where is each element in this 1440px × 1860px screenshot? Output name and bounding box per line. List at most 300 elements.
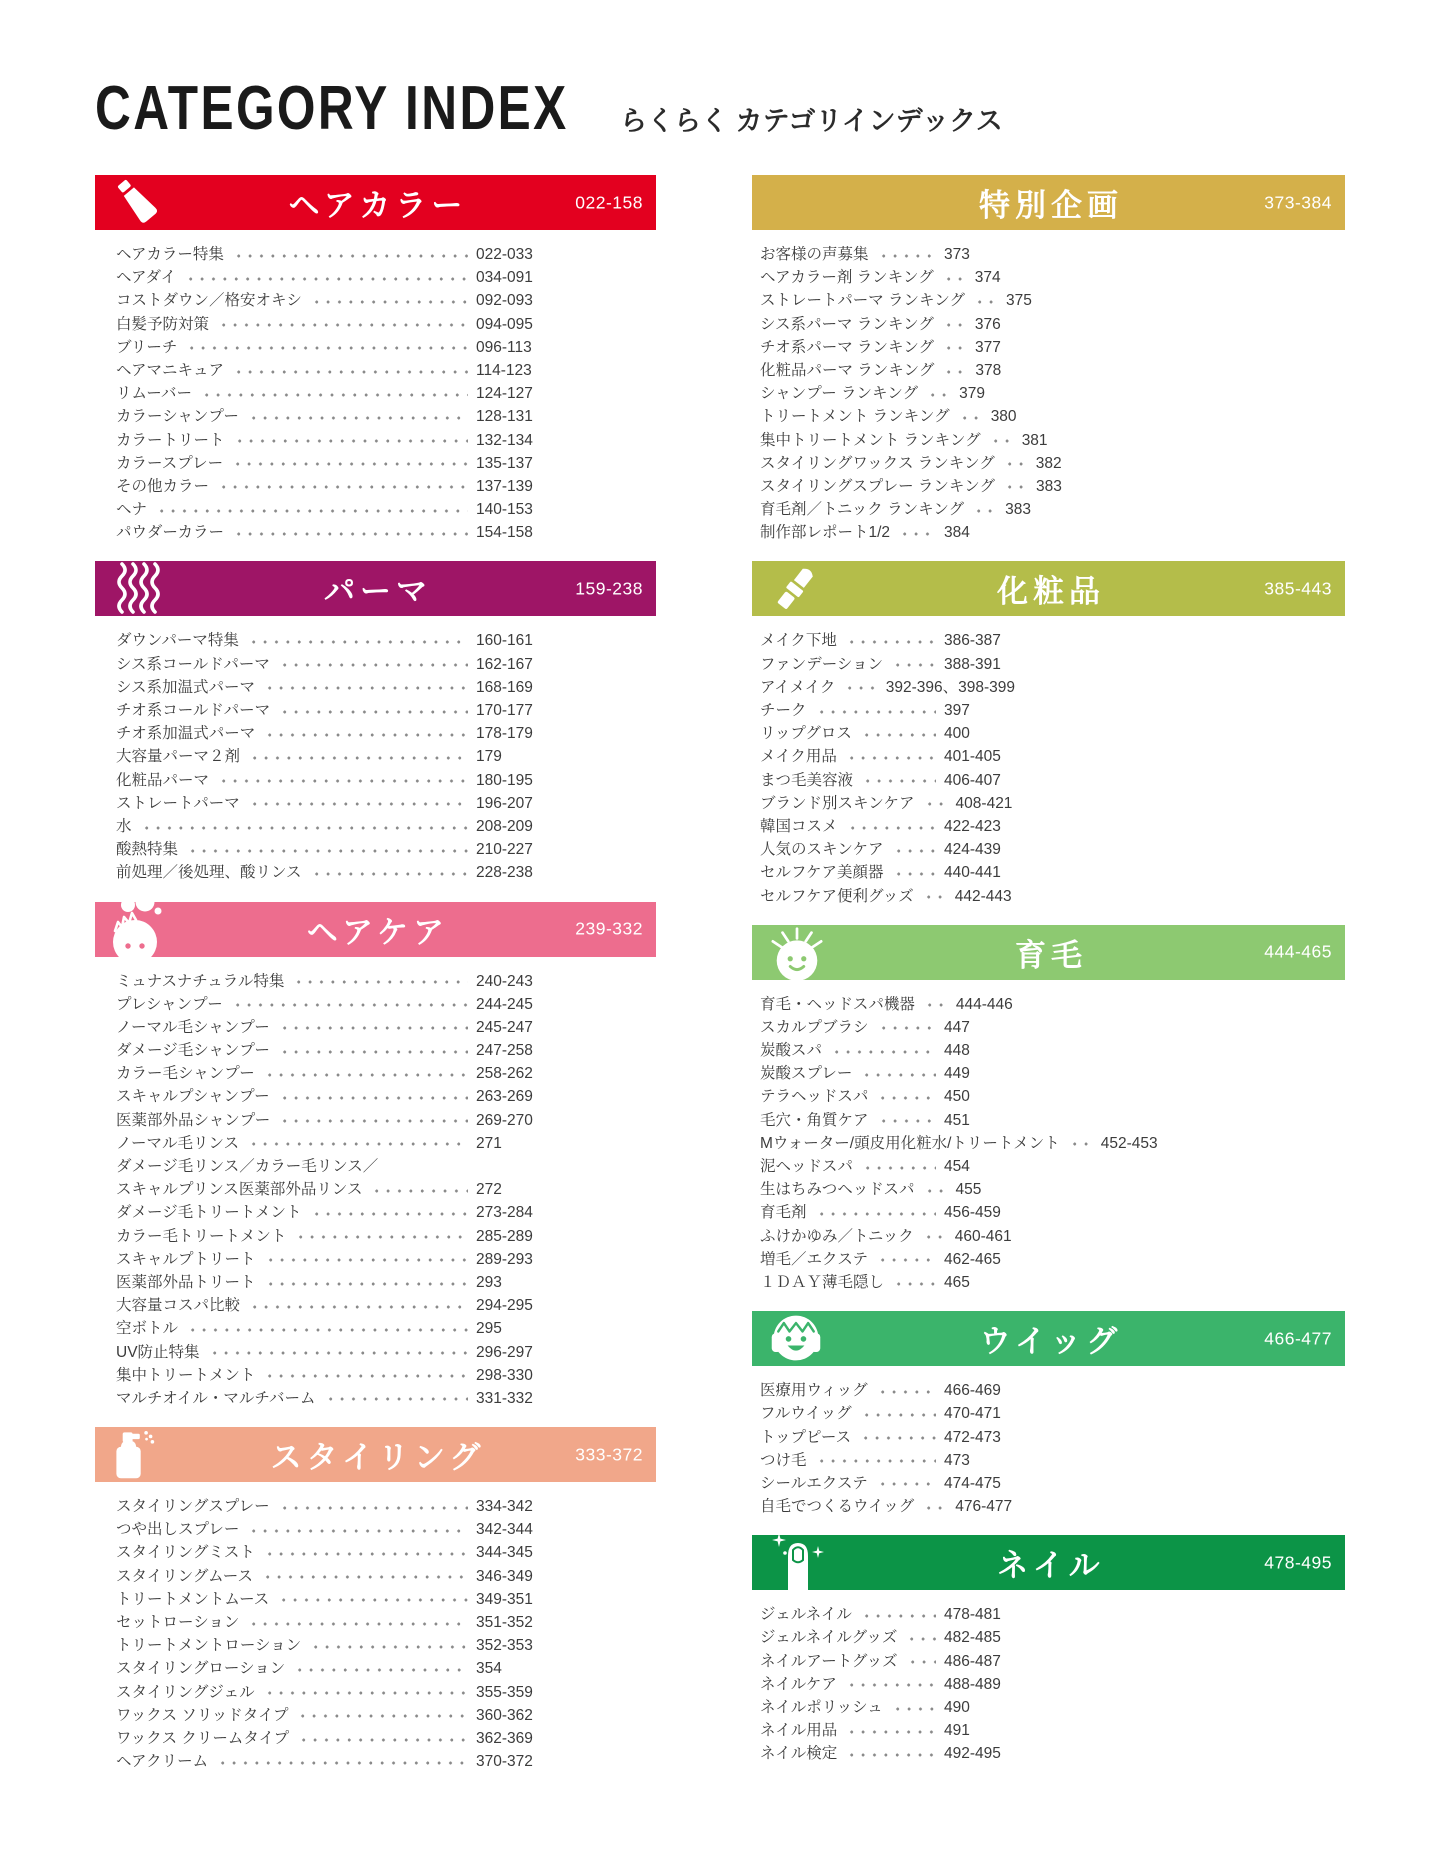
entry-label: パウダーカラー (116, 524, 225, 542)
dot-leader (875, 1390, 936, 1394)
entry-label: シス系パーマ ランキング (760, 315, 934, 333)
index-entry (760, 475, 1062, 498)
entry-pages: 331-332 (476, 1389, 533, 1407)
index-entry (116, 313, 547, 336)
index-entry (116, 1155, 547, 1178)
entry-pages: 296-297 (476, 1343, 533, 1361)
entry-pages: 476-477 (955, 1498, 1013, 1516)
entry-label: トリートメント ランキング (760, 408, 950, 426)
entry-label: つや出しスプレー (116, 1521, 240, 1539)
entry-pages: 406-407 (944, 771, 1001, 789)
entry-pages: 128-131 (476, 408, 533, 426)
dot-leader (859, 1614, 936, 1618)
index-entry (116, 1750, 547, 1773)
index-entry (760, 653, 1015, 676)
dot-leader (215, 1761, 468, 1765)
category-page-range: 373-384 (1264, 192, 1332, 212)
entry-pages: 488-489 (944, 1675, 1001, 1693)
entry-pages: 388-391 (944, 655, 1001, 673)
entry-pages: 383 (1035, 477, 1062, 495)
category-title: スタイリング (270, 1440, 486, 1476)
index-entry (116, 1565, 547, 1588)
category-section (95, 561, 656, 884)
dot-leader (890, 663, 936, 667)
entry-label: ノーマル毛シャンプー (116, 1018, 270, 1036)
page-title: CATEGORY INDEX (95, 74, 569, 143)
index-entry (116, 1317, 547, 1340)
entry-pages: 447 (944, 1018, 970, 1036)
entry-pages: 140-153 (476, 501, 533, 519)
entry-label: ストレートパーマ ランキング (760, 292, 966, 310)
entry-label: 前処理／後処理、酸リンス (116, 864, 302, 882)
dot-leader (941, 277, 967, 281)
index-entry (116, 792, 547, 815)
entry-pages: 135-137 (476, 454, 533, 472)
dot-leader (941, 370, 967, 374)
entry-label: シス系加温式パーマ (116, 678, 256, 696)
index-entry (760, 861, 1015, 884)
entry-pages: 180-195 (476, 771, 533, 789)
dot-leader (1002, 462, 1028, 466)
index-entry (116, 993, 547, 1016)
entry-pages: 397 (944, 702, 970, 719)
entry-pages: 271 (476, 1134, 502, 1152)
entry-pages: 346-349 (476, 1567, 533, 1585)
entry-pages: 422-423 (944, 817, 1001, 835)
entry-pages: 462-465 (944, 1250, 1001, 1268)
dot-leader (292, 1668, 468, 1672)
index-entry (116, 1588, 547, 1611)
entry-label: チオ系パーマ ランキング (760, 338, 935, 356)
entry-pages: 424-439 (944, 841, 1001, 859)
index-entry (116, 1518, 547, 1541)
entry-pages: 451 (944, 1111, 970, 1129)
index-entry (116, 653, 547, 676)
dot-leader (890, 1707, 936, 1711)
index-entry (760, 722, 1015, 745)
index-entry (760, 382, 1015, 405)
entry-label: UV防止特集 (116, 1343, 200, 1361)
index-entry (116, 861, 547, 884)
entry-label: シャンプー ランキング (760, 385, 919, 403)
dot-leader (216, 485, 468, 489)
entry-label: ワックス ソリッドタイプ (116, 1706, 289, 1724)
dot-leader (247, 1305, 468, 1309)
entry-pages: 289-293 (476, 1250, 533, 1268)
entry-pages: 440-441 (944, 864, 1001, 882)
category-page-range: 466-477 (1264, 1328, 1332, 1349)
entry-label: 生はちみつヘッドスパ (760, 1181, 915, 1199)
dot-leader (277, 710, 468, 714)
category-item-list (760, 1379, 1015, 1518)
index-entry (760, 1062, 1015, 1085)
entry-pages: 022-033 (476, 246, 533, 263)
entry-pages: 196-207 (476, 794, 533, 812)
dot-leader (891, 849, 936, 853)
dot-leader (897, 532, 936, 536)
entry-label: ミュナスナチュラル特集 (116, 972, 285, 990)
entry-pages: 379 (959, 385, 985, 403)
category-item-list (116, 243, 547, 544)
category-header-bar (752, 175, 1345, 230)
entry-label: セルフケア美顔器 (760, 864, 884, 882)
entry-pages: 263-269 (476, 1088, 533, 1106)
entry-label: その他カラー (116, 477, 210, 495)
dot-leader (921, 1506, 947, 1510)
entry-pages: 486-487 (944, 1652, 1001, 1670)
dot-leader (262, 686, 468, 690)
category-header-bar (95, 175, 656, 230)
entry-pages: 456-459 (944, 1204, 1001, 1222)
entry-label: シス系コールドパーマ (116, 655, 270, 673)
index-entry (760, 745, 1015, 768)
entry-pages: 298-330 (476, 1366, 533, 1384)
entry-label: トリートメントローション (116, 1637, 302, 1655)
entry-label: リップグロス (760, 725, 852, 743)
entry-pages: 470-471 (944, 1405, 1001, 1423)
dot-leader (875, 1258, 936, 1262)
category-title: 育毛 (1015, 937, 1087, 973)
entry-label: ヘアマニキュア (116, 361, 225, 379)
dot-leader (184, 346, 468, 350)
entry-pages: 334-342 (476, 1498, 533, 1516)
entry-pages: 408-421 (955, 794, 1013, 812)
index-entry (760, 699, 1015, 722)
dot-leader (260, 1575, 468, 1579)
dot-leader (859, 733, 936, 737)
dot-leader (185, 849, 468, 853)
entry-label: つけ毛 (760, 1451, 807, 1469)
dot-leader (904, 1637, 936, 1641)
dot-leader (262, 1691, 468, 1695)
dot-leader (199, 393, 468, 397)
dot-leader (921, 895, 947, 899)
entry-label: コストダウン／格安オキシ (116, 292, 302, 310)
dot-leader (295, 1714, 468, 1718)
entry-label: カラー毛トリートメント (116, 1227, 287, 1245)
category-header-bar (95, 902, 656, 957)
entry-pages: 293 (476, 1273, 502, 1291)
index-entry (116, 1704, 547, 1727)
index-entry (760, 1132, 1158, 1155)
entry-label: ヘアダイ (116, 269, 177, 287)
index-entry (760, 1472, 1015, 1495)
index-entry (760, 1650, 1015, 1673)
category-item-list (760, 1603, 1015, 1765)
dot-leader (262, 1073, 468, 1077)
entry-label: スタイリングムース (116, 1567, 254, 1585)
entry-pages: 247-258 (476, 1042, 533, 1060)
entry-pages: 096-113 (476, 338, 532, 356)
index-entry (760, 1742, 1015, 1765)
dot-leader (246, 640, 468, 644)
dot-leader (277, 1096, 468, 1100)
dot-leader (246, 416, 468, 420)
entry-pages: 455 (955, 1181, 982, 1199)
index-entry (760, 1271, 1015, 1294)
entry-label: 大容量コスパ比較 (116, 1297, 241, 1315)
dot-leader (262, 733, 468, 737)
entry-pages: 162-167 (476, 655, 533, 673)
dot-leader (891, 872, 936, 876)
entry-pages: 452-453 (1100, 1134, 1158, 1152)
index-entry (116, 970, 547, 993)
dot-leader (860, 779, 936, 783)
dot-leader (247, 756, 468, 760)
entry-label: ファンデーション (760, 655, 884, 673)
dot-leader (941, 323, 967, 327)
entry-label: チオ系コールドパーマ (116, 702, 271, 719)
entry-label: ネイルケア (760, 1675, 837, 1693)
entry-pages: 132-134 (476, 431, 533, 449)
entry-label: ワックス クリームタイプ (116, 1729, 290, 1747)
dot-leader (875, 1096, 936, 1100)
entry-pages: 374 (974, 269, 1001, 287)
entry-label: スキャルプトリート (116, 1250, 256, 1268)
entry-label: プレシャンプー (116, 995, 223, 1013)
entry-label: 炭酸スプレー (760, 1065, 853, 1083)
index-entry (760, 993, 1015, 1016)
index-entry (116, 1132, 547, 1155)
index-entry (116, 1341, 547, 1364)
entry-label: 自毛でつくるウイッグ (760, 1498, 915, 1516)
entry-pages: 360-362 (476, 1706, 533, 1724)
index-entry (760, 1178, 1015, 1201)
index-entry (116, 1085, 547, 1108)
index-entry (760, 1719, 1015, 1742)
entry-label: お客様の声募集 (760, 246, 869, 263)
dot-leader (842, 686, 877, 690)
category-page-range: 385-443 (1264, 578, 1332, 599)
entry-label: スタイリングミスト (116, 1544, 255, 1562)
dot-leader (230, 1003, 468, 1007)
entry-pages: 349-351 (476, 1590, 533, 1608)
category-title: パーマ (324, 574, 432, 610)
entry-label: スタイリングワックス ランキング (760, 454, 995, 472)
entry-label: フルウイッグ (760, 1405, 852, 1423)
index-entry (760, 629, 1015, 652)
entry-label: ダメージ毛トリートメント (116, 1204, 302, 1222)
index-entry (760, 359, 1015, 382)
entry-pages: 449 (944, 1065, 970, 1083)
category-header-bar (752, 925, 1345, 980)
entry-label: 炭酸スパ (760, 1042, 823, 1060)
dot-leader (814, 710, 936, 714)
entry-pages: 491 (944, 1722, 970, 1740)
entry-label: 化粧品パーマ (116, 771, 210, 789)
index-entry (760, 1016, 1015, 1039)
category-page-range: 333-372 (575, 1444, 643, 1465)
entry-pages: 400 (944, 725, 970, 743)
entry-label: トップピース (760, 1428, 852, 1446)
dot-leader (369, 1189, 468, 1193)
entry-label: メイク用品 (760, 748, 837, 766)
index-entry (116, 1016, 547, 1039)
dot-leader (1002, 485, 1028, 489)
dot-leader (844, 1753, 936, 1757)
entry-label: ふけかゆみ／トニック (760, 1227, 914, 1245)
entry-label: 人気のスキンケア (760, 841, 884, 859)
category-page-range: 022-158 (575, 192, 643, 212)
index-entry (760, 313, 1015, 336)
dot-leader (921, 1235, 947, 1239)
dot-leader (905, 1660, 936, 1664)
dot-leader (844, 1683, 936, 1687)
dot-leader (207, 1351, 468, 1355)
category-section (95, 902, 656, 1411)
entry-pages: 392-396、398-399 (885, 678, 1015, 696)
entry-pages: 355-359 (476, 1683, 533, 1701)
entry-pages: 382 (1035, 454, 1062, 472)
entry-pages: 377 (975, 338, 1001, 356)
category-page-range: 159-238 (575, 578, 643, 599)
entry-pages: 373 (944, 246, 970, 263)
entry-pages: 482-485 (944, 1629, 1001, 1647)
index-entry (116, 629, 547, 652)
dot-leader (941, 346, 967, 350)
index-entry (116, 1271, 547, 1294)
index-entry (116, 382, 547, 405)
dot-leader (957, 416, 983, 420)
entry-label: ヘナ (116, 501, 148, 519)
entry-label: ヘアクリーム (116, 1753, 209, 1771)
entry-label: ヘアカラー剤 ランキング (760, 269, 934, 287)
entry-pages: 362-369 (476, 1729, 533, 1747)
index-entry (116, 452, 547, 475)
entry-label: 化粧品パーマ ランキング (760, 361, 935, 379)
category-section (752, 1311, 1345, 1518)
index-entry (116, 1541, 547, 1564)
entry-pages: 351-352 (476, 1614, 533, 1631)
index-entry (760, 289, 1032, 312)
entry-label: 育毛剤 (760, 1204, 807, 1222)
dot-leader (859, 1413, 936, 1417)
entry-pages: 466-469 (944, 1382, 1001, 1400)
dot-leader (922, 1003, 948, 1007)
dot-leader (276, 1598, 468, 1602)
dot-leader (262, 1374, 468, 1378)
category-section (752, 925, 1345, 1294)
entry-pages: 092-093 (476, 292, 533, 310)
page-subtitle: らくらく カテゴリインデックス (620, 106, 1003, 136)
entry-pages: 160-161 (476, 632, 533, 650)
index-entry (760, 815, 1015, 838)
entry-label: スタイリングジェル (116, 1683, 255, 1701)
index-entry (116, 745, 547, 768)
index-entry (760, 429, 1048, 452)
index-entry (760, 243, 1015, 266)
entry-label: 育毛剤／トニック ランキング (760, 501, 965, 519)
dot-leader (277, 1119, 468, 1123)
index-entry (116, 1248, 547, 1271)
entry-label: スカルプブラシ (760, 1018, 869, 1036)
entry-pages: 240-243 (476, 972, 533, 990)
dot-leader (1067, 1142, 1093, 1146)
entry-label: 医薬部外品トリート (116, 1273, 256, 1291)
category-header-bar (752, 1535, 1345, 1590)
entry-pages: 473 (944, 1451, 970, 1469)
category-header-bar (95, 1427, 656, 1482)
index-entry (760, 1085, 1015, 1108)
entry-label: ダメージ毛リンス／カラー毛リンス／ (116, 1158, 379, 1175)
entry-label: ネイル検定 (760, 1745, 838, 1763)
entry-label: ヘアカラー特集 (116, 246, 224, 263)
category-item-list (116, 629, 547, 884)
index-entry (116, 1225, 547, 1248)
entry-pages: 170-177 (476, 702, 533, 719)
entry-pages: 168-169 (476, 678, 533, 696)
category-title: ヘアケア (306, 914, 450, 950)
entry-label: 増毛／エクステ (760, 1250, 869, 1268)
index-entry (116, 1727, 547, 1750)
entry-pages: 124-127 (476, 385, 533, 403)
index-entry (116, 1039, 547, 1062)
dot-leader (263, 1258, 468, 1262)
index-entry (116, 699, 547, 722)
entry-label: ネイルアートグッズ (760, 1652, 898, 1670)
index-column-left (95, 175, 656, 1790)
entry-pages: 344-345 (476, 1544, 533, 1562)
index-entry (760, 498, 1031, 521)
entry-pages: 442-443 (954, 887, 1012, 905)
entry-label: スキャルプリンス医薬部外品リンス (116, 1181, 363, 1199)
dot-leader (277, 663, 468, 667)
entry-label: カラー毛シャンプー (116, 1065, 255, 1083)
entry-label: スタイリングスプレー ランキング (760, 477, 995, 495)
dot-leader (922, 1189, 948, 1193)
index-entry (760, 266, 1015, 289)
index-entry (760, 1248, 1015, 1271)
dot-leader (859, 1073, 936, 1077)
dot-leader (139, 826, 468, 830)
entry-label: ストレートパーマ (116, 794, 240, 812)
entry-label: チーク (760, 702, 807, 719)
entry-label: まつ毛美容液 (760, 771, 854, 789)
entry-pages: 381 (1021, 431, 1048, 449)
dot-leader (291, 980, 468, 984)
dot-leader (844, 756, 936, 760)
entry-pages: 376 (974, 315, 1001, 333)
dot-leader (925, 393, 951, 397)
category-section (752, 561, 1345, 907)
index-entry (116, 405, 547, 428)
entry-label: 医薬部外品シャンプー (116, 1111, 271, 1129)
index-entry (116, 1681, 547, 1704)
index-entry (760, 1379, 1015, 1402)
entry-pages: 245-247 (476, 1018, 533, 1036)
entry-pages: 454 (944, 1158, 970, 1175)
entry-pages: 272 (476, 1181, 502, 1199)
entry-label: リムーバー (116, 385, 192, 403)
entry-pages: 273-284 (476, 1204, 533, 1222)
entry-pages: 472-473 (944, 1428, 1001, 1446)
entry-label: セットローション (116, 1614, 240, 1631)
entry-pages: 178-179 (476, 725, 533, 743)
dot-leader (844, 1730, 936, 1734)
entry-label: スタイリングローション (116, 1660, 286, 1678)
index-entry (116, 722, 547, 745)
dot-leader (875, 1482, 936, 1486)
category-item-list (760, 243, 1062, 544)
entry-pages: 354 (476, 1660, 502, 1678)
entry-label: メイク下地 (760, 632, 837, 650)
entry-label: マルチオイル・マルチバーム (116, 1389, 316, 1407)
index-entry (116, 1657, 547, 1680)
entry-label: ネイルポリッシュ (760, 1699, 883, 1716)
index-column-right (752, 175, 1345, 1783)
category-section (752, 175, 1345, 544)
dot-leader (922, 802, 948, 806)
